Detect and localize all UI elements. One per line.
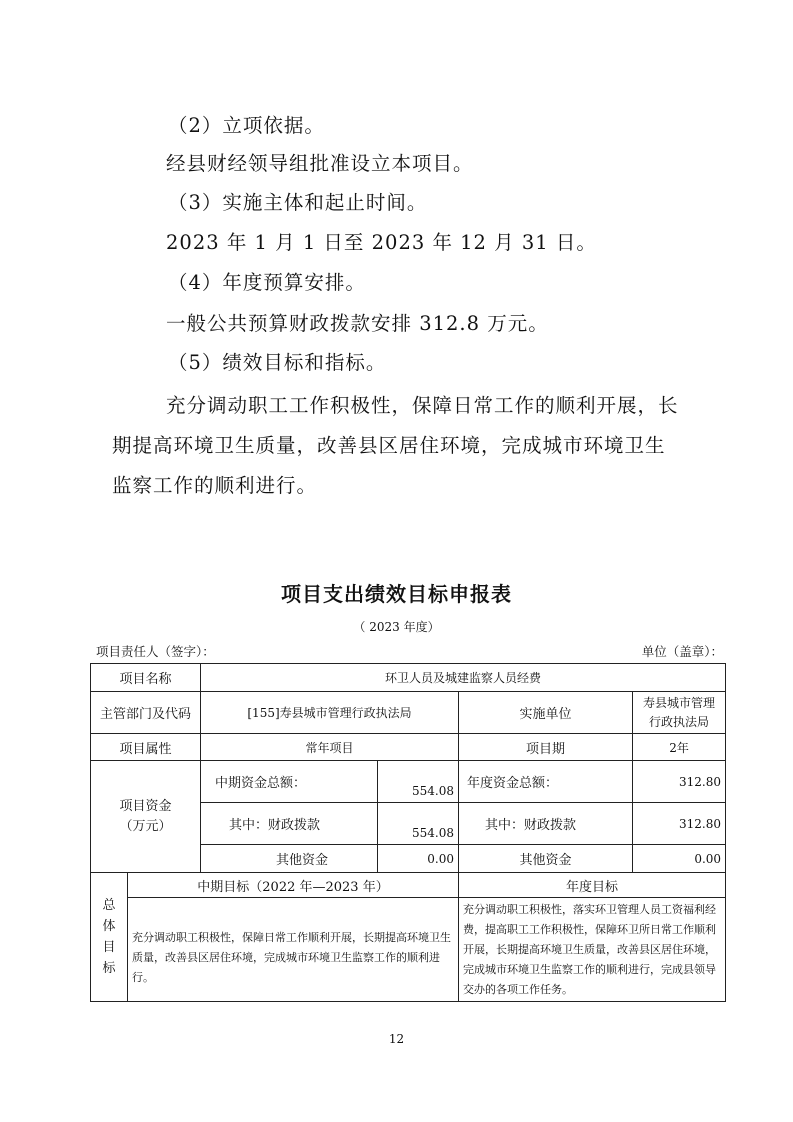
form-title: 项目支出绩效目标申报表 [281,582,512,606]
row-goal-content [91,898,726,1002]
responsible-label: 项目责任人（签字）： [96,644,215,659]
paragraph-9: 期提高环境卫生质量，改善县区居住环境，完成城市环境卫生 [112,434,666,457]
paragraph-4: 2023 年 1 月 1 日至 2023 年 12 月 31 日。 [166,231,597,254]
row-project-name [91,664,726,692]
annual-other-value: 0.00 [633,845,726,873]
impl-value-line-2: 行政执法局 [649,714,710,729]
goal-vertical-char-3: 目 [102,940,116,955]
annual-other-label: 其他资金 [459,845,633,873]
paragraph-7: （5）绩效目标和指标。 [168,351,387,374]
row-dept [91,692,726,734]
form-year: （ 2023 年度） [353,620,440,634]
mid-goal-text: 充分调动职工积极性，保障日常工作顺利开展，长期提高环境卫生质量，改善县区居住环境，完成城市环境卫生监察工作的顺利进行。 [128,898,459,1002]
annual-total-label: 年度资金总额： [459,761,633,803]
mid-other-label: 其他资金 [201,845,378,873]
mid-total-label: 中期资金总额： [201,761,378,803]
row-goal-header [91,873,726,898]
paragraph-2: 经县财经领导组批准设立本项目。 [166,152,474,175]
goal-vertical-label [91,873,128,1002]
funds-label-line-2: （万元） [119,818,172,834]
project-name-label: 项目名称 [91,664,201,692]
dept-label: 主管部门及代码 [91,692,201,734]
paragraph-10: 监察工作的顺利进行。 [112,474,318,497]
annual-total-value: 312.80 [633,761,726,803]
attr-label: 项目属性 [91,734,201,761]
funds-label-line-1: 项目资金 [119,798,172,814]
annual-goal-header: 年度目标 [459,873,726,898]
dept-value: [155]寿县城市管理行政执法局 [201,692,459,734]
project-name-value: 环卫人员及城建监察人员经费 [201,664,726,692]
mid-goal-header: 中期目标（2022 年—2023 年） [128,873,459,898]
goal-vertical-char-4: 标 [102,961,116,976]
annual-fiscal-value: 312.80 [633,803,726,845]
goal-vertical-char-2: 体 [102,919,116,934]
unit-label: 单位（盖章）： [641,644,723,659]
paragraph-8: 充分调动职工工作积极性，保障日常工作的顺利开展，长 [166,394,679,417]
impl-label: 实施单位 [459,692,633,734]
paragraph-3: （3）实施主体和起止时间。 [168,191,428,214]
mid-total-value: 554.08 [378,761,459,803]
impl-value-line-1: 寿县城市管理 [643,695,716,710]
paragraph-5: （4）年度预算安排。 [168,271,366,294]
period-value: 2年 [633,734,726,761]
funds-label [91,761,201,873]
period-label: 项目期 [459,734,633,761]
target-form-table [90,663,726,1002]
annual-goal-text: 充分调动职工积极性，落实环卫管理人员工资福利经费，提高职工工作积极性，保障环卫所日常工作顺利开展，长期提高环境卫生质量，改善县区居住环境，完成城市环境卫生监察工作的顺利进行，完成县领导交办的各项工作任务。 [459,898,726,1002]
mid-other-value: 0.00 [378,845,459,873]
goal-vertical-char-1: 总 [102,898,116,913]
row-funds-total [91,761,726,803]
page-number: 12 [388,1032,405,1046]
mid-fiscal-value: 554.08 [378,803,459,845]
paragraph-6: 一般公共预算财政拨款安排 312.8 万元。 [166,312,549,335]
mid-fiscal-label: 其中：财政拨款 [201,803,378,845]
attr-value: 常年项目 [201,734,459,761]
impl-value [633,692,726,734]
paragraph-1: （2）立项依据。 [168,114,325,137]
annual-fiscal-label: 其中：财政拨款 [459,803,633,845]
row-attr [91,734,726,761]
